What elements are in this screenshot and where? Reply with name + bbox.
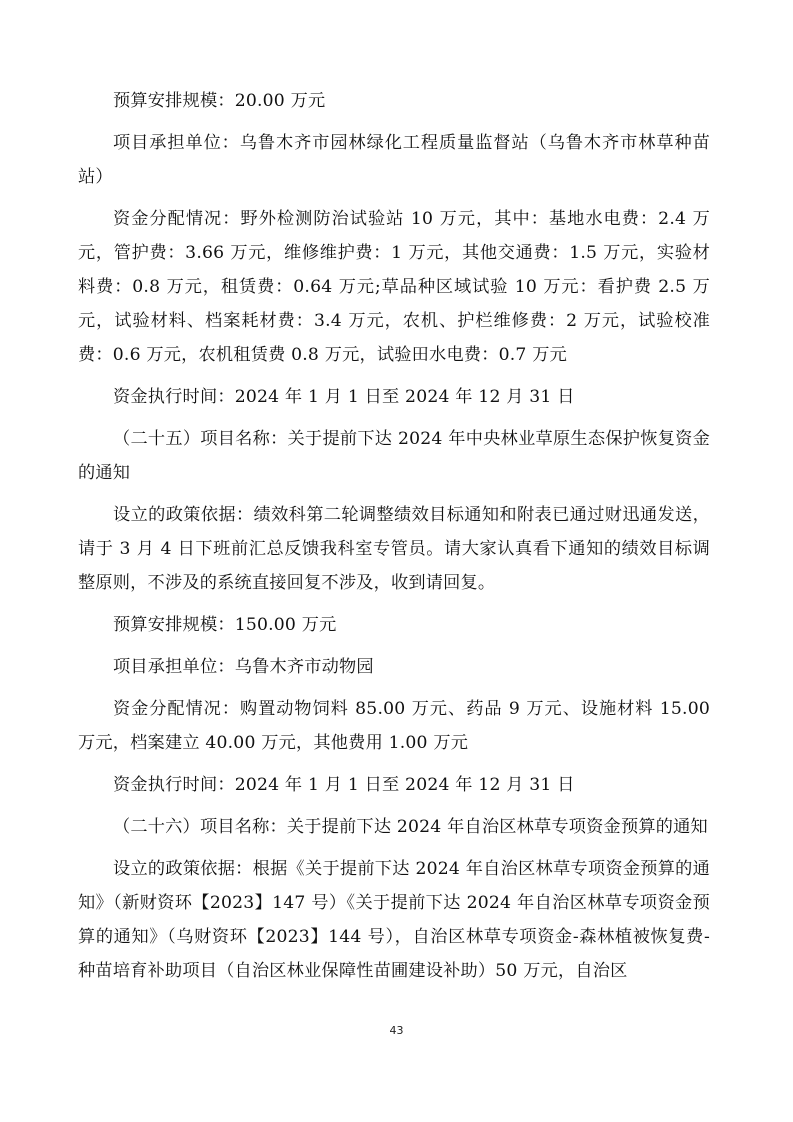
fund-allocation-25: 资金分配情况：购置动物饲料 85.00 万元、药品 9 万元、设施材料 15.00 万元，档案建立 40.00 万元，其他费用 1.00 万元 xyxy=(78,699,710,753)
policy-basis-25: 设立的政策依据：绩效科第二轮调整绩效目标通知和附表已通过财迅通发送，请于 3 月 4 日下班前汇总反馈我科室专管员。请大家认真看下通知的绩效目标调整原则，不涉及的系统直接回复不涉及，收到请回复。 xyxy=(78,505,710,593)
policy-basis-26: 设立的政策依据：根据《关于提前下达 2024 年自治区林草专项资金预算的通知》（新财资环【2023】147 号）《关于提前下达 2024 年自治区林草专项资金预算的通知》（乌财资环【2023】144 号），自治区林草专项资金-森林植被恢复费-种苗培育补助项目（自治区林业保障性苗圃建设补助）50 万元，自治区 xyxy=(78,859,710,981)
execution-time-25: 资金执行时间：2024 年 1 月 1 日至 2024 年 12 月 31 日 xyxy=(113,775,575,795)
undertaking-unit-25: 项目承担单位：乌鲁木齐市动物园 xyxy=(113,657,374,677)
fund-allocation-1: 资金分配情况：野外检测防治试验站 10 万元，其中：基地水电费：2.4 万元，管护费：3.66 万元，维修维护费：1 万元，其他交通费：1.5 万元，实验材料费：0.8 万元，租赁费：0.64 万元;草品种区域试验 10 万元：看护费 2.5 万元，试验材料、档案耗材费：3.4 万元，农机、护栏维修费：2 万元，试验校准费：0.6 万元，农机租赁费 0.8 万元，试验田水电费：0.7 万元 xyxy=(78,209,710,365)
budget-scale-25: 预算安排规模：150.00 万元 xyxy=(113,615,337,635)
project-title-25: （二十五）项目名称：关于提前下达 2024 年中央林业草原生态保护恢复资金的通知 xyxy=(78,429,710,483)
execution-time-1: 资金执行时间：2024 年 1 月 1 日至 2024 年 12 月 31 日 xyxy=(113,387,575,407)
project-title-26: （二十六）项目名称：关于提前下达 2024 年自治区林草专项资金预算的通知 xyxy=(113,817,708,837)
budget-scale-1: 预算安排规模：20.00 万元 xyxy=(113,91,326,111)
page-body xyxy=(78,84,710,988)
page-number: 43 xyxy=(389,1024,404,1037)
undertaking-unit-1: 项目承担单位：乌鲁木齐市园林绿化工程质量监督站（乌鲁木齐市林草种苗站） xyxy=(78,133,710,187)
